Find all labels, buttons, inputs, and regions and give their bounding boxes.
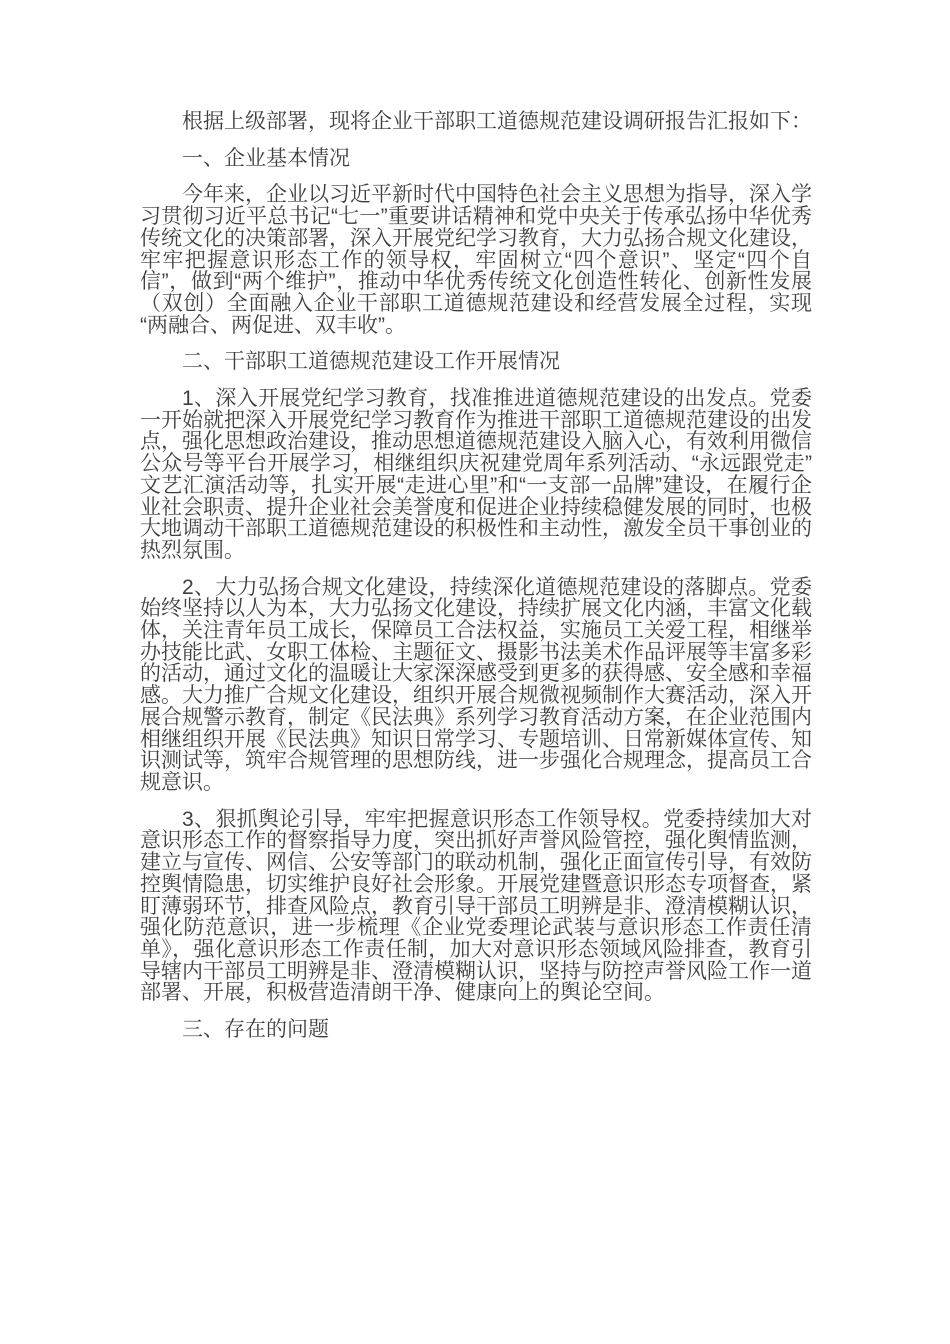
section-2-item-3-paragraph: 3、狠抓舆论引导，牢牢把握意识形态工作领导权。党委持续加大对意识形态工作的督察指导力度，突出抓好声誉风险管控，强化舆情监测，建立与宣传、网信、公安等部门的联动机制，强化正面宣传引导，有效防控舆情隐患，切实维护良好社会形象。开展党建暨意识形态专项督查，紧盯薄弱环节，排查风险点，教育引导干部员工明辨是非、澄清模糊认识，强化防范意识，进一步梳理《企业党委理论武装与意识形态工作责任清单》，强化意识形态工作责任制，加大对意识形态领域风险排查，教育引导辖内干部员工明辨是非、澄清模糊认识，坚持与防控声誉风险工作一道部署、开展，积极营造清朗干净、健康向上的舆论空间。 [140,807,812,1005]
section-2-item-1-paragraph: 1、深入开展党纪学习教育，找准推进道德规范建设的出发点。党委一开始就把深入开展党纪学习教育作为推进干部职工道德规范建设的出发点，强化思想政治建设，推动思想道德规范建设入脑入心，有效利用微信公众号等平台开展学习，相继组织庆祝建党周年系列活动、“永远跟党走”文艺汇演活动等，扎实开展“走进心里”和“一支部一品牌”建设，在履行企业社会职责、提升企业社会美誉度和促进企业持续稳健发展的同时，也极大地调动干部职工道德规范建设的积极性和主动性，激发全员干事创业的热烈氛围。 [140,387,812,562]
section-1-paragraph: 今年来，企业以习近平新时代中国特色社会主义思想为指导，深入学习贯彻习近平总书记“七一”重要讲话精神和党中央关于传承弘扬中华优秀传统文化的决策部署，深入开展党纪学习教育，大力弘扬合规文化建设，牢牢把握意识形态工作的领导权，牢固树立“四个意识”、坚定“四个自信”，做到“两个维护”，推动中华优秀传统文化创造性转化、创新性发展（双创）全面融入企业干部职工道德规范建设和经营发展全过程，实现“两融合、两促进、双丰收”。 [140,183,812,337]
section-3-heading: 三、存在的问题 [182,1018,329,1042]
section-2-item-2-paragraph: 2、大力弘扬合规文化建设，持续深化道德规范建设的落脚点。党委始终坚持以人为本，大力弘扬文化建设，持续扩展文化内涵，丰富文化载体，关注青年员工成长，保障员工合法权益，实施员工关爱工程，相继举办技能比武、女职工体检、主题征文、摄影书法美术作品评展等丰富多彩的活动，通过文化的温暖让大家深深感受到更多的获得感、安全感和幸福感。大力推广合规文化建设，组织开展合规微视频制作大赛活动，深入开展合规警示教育，制定《民法典》系列学习教育活动方案，在企业范围内相继组织开展《民法典》知识日常学习、专题培训、日常新媒体宣传、知识测试等，筑牢合规管理的思想防线，进一步强化合规理念，提高员工合规意识。 [140,575,812,794]
section-1-heading: 一、企业基本情况 [182,146,350,170]
intro-paragraph: 根据上级部署，现将企业干部职工道德规范建设调研报告汇报如下： [182,110,812,133]
section-2-heading: 二、干部职工道德规范建设工作开展情况 [182,350,560,374]
